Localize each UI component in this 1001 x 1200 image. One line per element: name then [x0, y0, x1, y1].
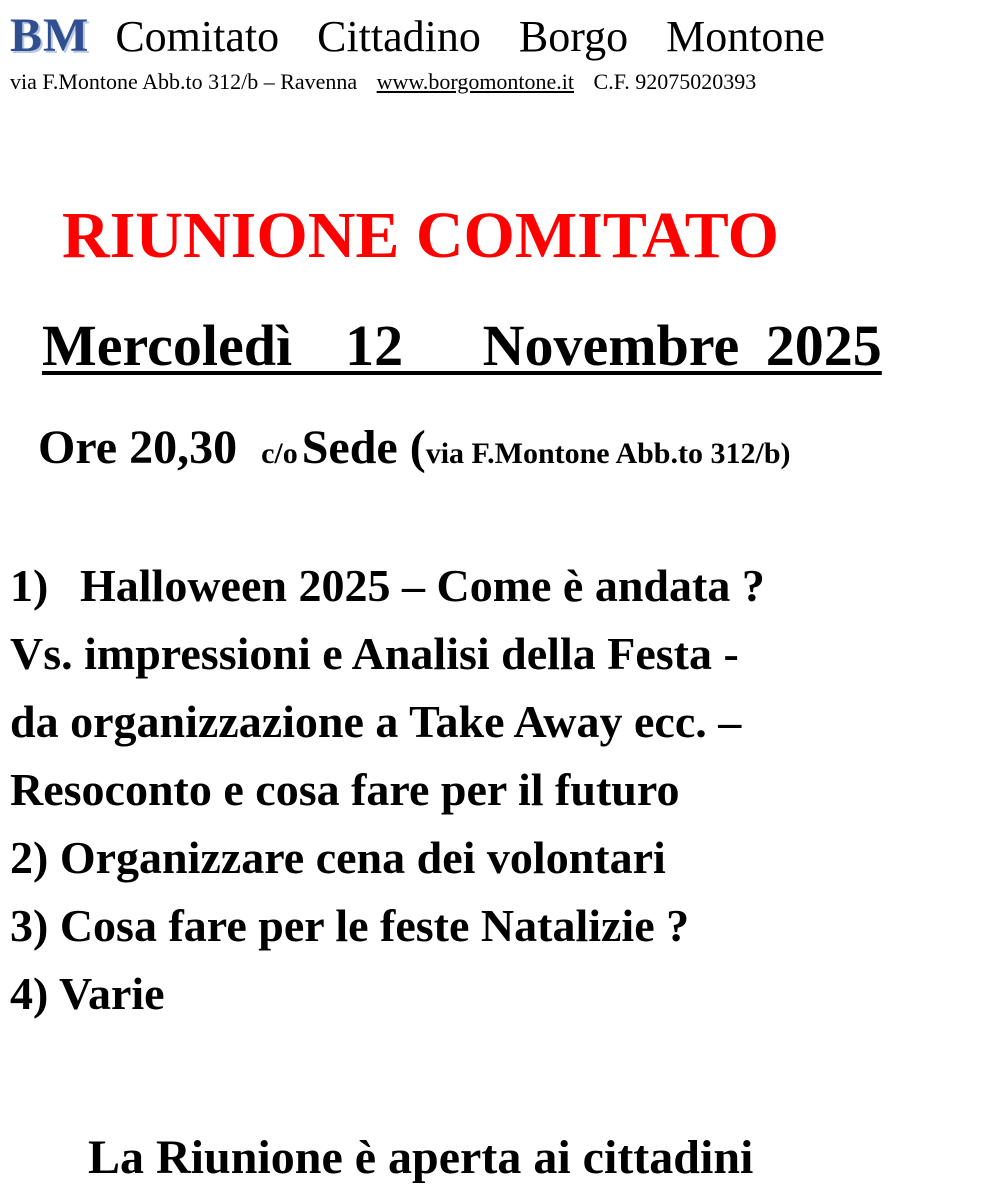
organization-address: via F.Montone Abb.to 312/b – Ravenna — [10, 69, 358, 94]
open-meeting-note: La Riunione è aperta ai cittadini — [88, 1131, 754, 1184]
agenda-item-2: 2) Organizzare cena dei volontari — [10, 832, 666, 883]
website-link[interactable]: www.borgomontone.it — [376, 69, 575, 94]
meeting-date: Mercoledì 12 Novembre 2025 — [42, 313, 882, 378]
venue-address: via F.Montone Abb.to 312/b) — [425, 437, 791, 470]
meeting-title: RIUNIONE COMITATO — [62, 199, 779, 272]
agenda-item-1 — [10, 552, 995, 620]
agenda-item-1-detail-1: Vs. impressioni e Analisi della Festa - — [10, 628, 739, 679]
care-of-label: c/o — [261, 437, 298, 470]
agenda-item-1-number: 1) — [10, 560, 49, 611]
meeting-time: Ore 20,30 — [38, 421, 238, 474]
meeting-venue: Sede ( — [301, 421, 426, 474]
agenda-item-1-title: Halloween 2025 – Come è andata ? — [80, 560, 765, 611]
agenda-item-1-detail-2: da organizzazione a Take Away ecc. – — [10, 696, 742, 747]
letterhead — [10, 8, 995, 95]
bm-logo: BM — [10, 9, 90, 62]
letterhead-address-row — [10, 69, 995, 95]
agenda-item-3: 3) Cosa fare per le feste Natalizie ? — [10, 900, 690, 951]
agenda-item-1-detail-3: Resoconto e cosa fare per il futuro — [10, 764, 680, 815]
agenda-list — [10, 552, 995, 1028]
organization-name: Comitato Cittadino Borgo Montone — [115, 12, 825, 61]
agenda-item-4: 4) Varie — [10, 968, 165, 1019]
letterhead-title-row — [10, 8, 995, 63]
fiscal-code: C.F. 92075020393 — [593, 69, 757, 94]
meeting-time-venue — [38, 420, 791, 475]
